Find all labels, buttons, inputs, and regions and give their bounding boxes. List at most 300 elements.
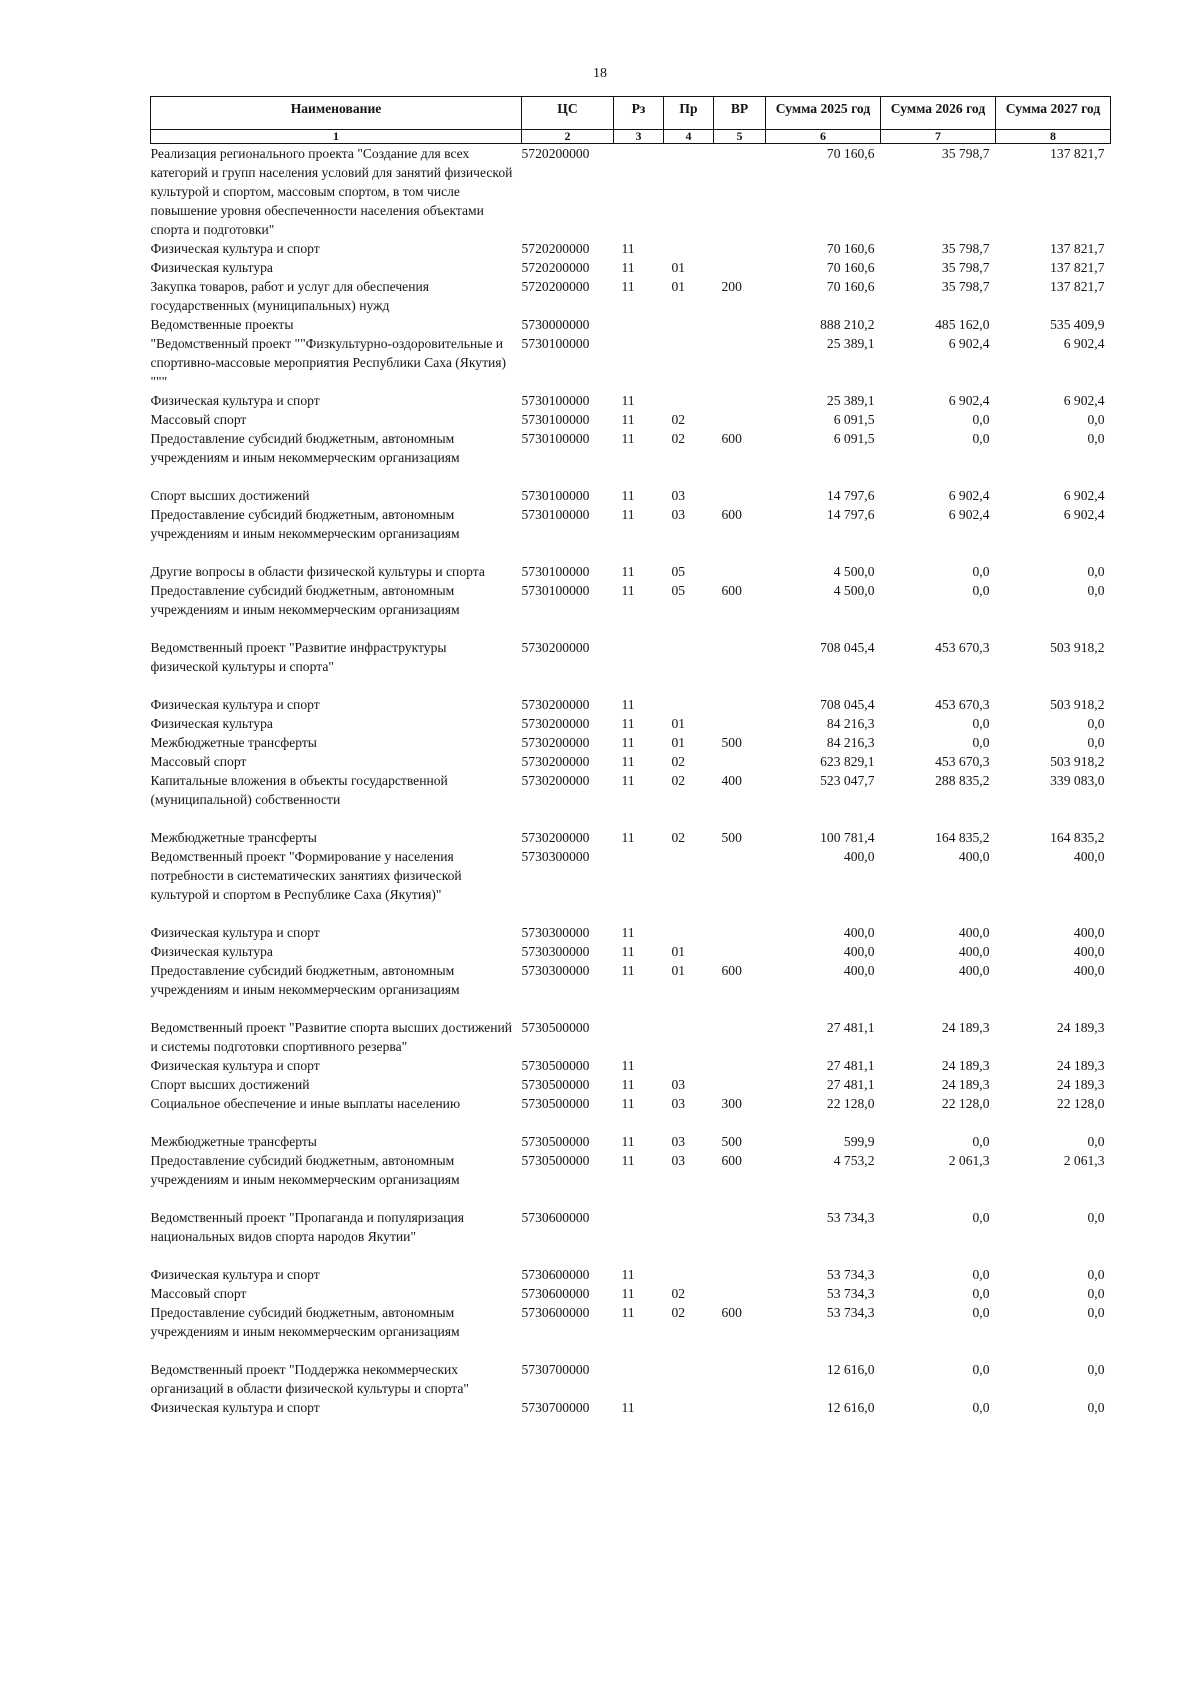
- table-row: [151, 961, 1111, 1018]
- cell-rz: 11: [621, 393, 635, 408]
- cell-sum-2025: 27 481,1: [826, 1077, 875, 1092]
- cell-sum-2026: 164 835,2: [935, 830, 990, 845]
- cell-cs: 5730100000: [521, 583, 590, 598]
- cell-pr: 02: [671, 830, 686, 845]
- table-row: [151, 429, 1111, 486]
- cell-cs: 5730300000: [521, 944, 590, 959]
- cell-pr: 03: [671, 1134, 686, 1149]
- cell-sum-2026: 453 670,3: [935, 697, 990, 712]
- cell-name: Ведомственный проект "Развитие инфраструктуры физической культуры и спорта": [150, 640, 447, 674]
- cell-sum-2027: 503 918,2: [1050, 697, 1105, 712]
- table-row: [151, 391, 1111, 410]
- cell-sum-2026: 0,0: [972, 412, 990, 427]
- cell-sum-2026: 0,0: [972, 1134, 990, 1149]
- cell-sum-2027: 0,0: [1087, 735, 1105, 750]
- cell-sum-2026: 400,0: [958, 944, 990, 959]
- cell-cs: 5730200000: [521, 735, 590, 750]
- cell-sum-2025: 53 734,3: [826, 1286, 875, 1301]
- cell-cs: 5730100000: [521, 336, 590, 351]
- cell-vr: [714, 258, 766, 277]
- table-row: [151, 410, 1111, 429]
- table-row: [151, 1018, 1111, 1056]
- cell-sum-2026: 0,0: [972, 716, 990, 731]
- cell-pr: 02: [671, 1286, 686, 1301]
- cell-vr: 600: [721, 963, 742, 978]
- table-row: [151, 923, 1111, 942]
- cell-rz: 11: [621, 412, 635, 427]
- table-row: [151, 752, 1111, 771]
- cell-sum-2026: 6 902,4: [948, 507, 990, 522]
- cell-sum-2027: 24 189,3: [1056, 1020, 1105, 1035]
- cell-name: Спорт высших достижений: [150, 488, 310, 503]
- cell-sum-2026: 0,0: [972, 583, 990, 598]
- cell-vr: [714, 315, 766, 334]
- cell-cs: 5730200000: [521, 830, 590, 845]
- cell-sum-2025: 25 389,1: [826, 393, 875, 408]
- cell-cs: 5730500000: [521, 1096, 590, 1111]
- cell-sum-2027: 6 902,4: [1063, 507, 1105, 522]
- table-row: [151, 714, 1111, 733]
- cell-name: Массовый спорт: [150, 754, 247, 769]
- cell-name: Физическая культура и спорт: [150, 697, 320, 712]
- cell-sum-2025: 623 829,1: [820, 754, 875, 769]
- cell-name: Предоставление субсидий бюджетным, автономным учреждениям и иным некоммерческим организациям: [150, 583, 460, 617]
- cell-pr: [664, 638, 714, 695]
- cell-vr: [714, 239, 766, 258]
- cell-sum-2027: 6 902,4: [1063, 336, 1105, 351]
- cell-sum-2025: 888 210,2: [820, 317, 875, 332]
- cell-cs: 5730100000: [521, 564, 590, 579]
- cell-vr: 600: [721, 507, 742, 522]
- cell-sum-2025: 400,0: [843, 963, 875, 978]
- cell-pr: [664, 1056, 714, 1075]
- cell-rz: 11: [621, 1096, 635, 1111]
- cell-sum-2025: 25 389,1: [826, 336, 875, 351]
- cell-cs: 5730500000: [521, 1020, 590, 1035]
- cell-pr: 01: [671, 735, 686, 750]
- header-sum-2026: Сумма 2026 год: [881, 97, 996, 130]
- cell-rz: 11: [621, 963, 635, 978]
- table-row: [151, 771, 1111, 828]
- cell-sum-2025: 599,9: [843, 1134, 875, 1149]
- cell-vr: [714, 1208, 766, 1265]
- cell-name: Закупка товаров, работ и услуг для обеспечения государственных (муниципальных) нужд: [150, 279, 429, 313]
- cell-sum-2026: 0,0: [972, 1362, 990, 1377]
- cell-name: Другие вопросы в области физической культуры и спорта: [150, 564, 485, 579]
- cell-rz: [614, 1018, 664, 1056]
- cell-cs: 5730100000: [521, 507, 590, 522]
- cell-cs: 5730200000: [521, 773, 590, 788]
- cell-vr: 200: [721, 279, 742, 294]
- cell-sum-2027: 339 083,0: [1050, 773, 1105, 788]
- cell-cs: 5730600000: [521, 1286, 590, 1301]
- cell-vr: [714, 334, 766, 391]
- cell-name: Физическая культура: [150, 260, 273, 275]
- cell-name: "Ведомственный проект ""Физкультурно-оздоровительные и спортивно-массовые мероприятия Республики Саха (Якутия) """: [150, 336, 507, 389]
- cell-pr: [664, 847, 714, 923]
- cell-sum-2026: 453 670,3: [935, 754, 990, 769]
- cell-rz: 11: [621, 1286, 635, 1301]
- cell-name: Предоставление субсидий бюджетным, автономным учреждениям и иным некоммерческим организациям: [150, 1305, 460, 1339]
- cell-sum-2026: 35 798,7: [941, 146, 990, 161]
- cell-sum-2026: 35 798,7: [941, 260, 990, 275]
- cell-sum-2026: 0,0: [972, 1210, 990, 1225]
- column-number: 2: [522, 130, 614, 144]
- cell-sum-2025: 6 091,5: [833, 412, 875, 427]
- header-rz: Рз: [614, 97, 664, 130]
- cell-sum-2027: 0,0: [1087, 583, 1105, 598]
- cell-sum-2027: 0,0: [1087, 1305, 1105, 1320]
- cell-pr: [664, 334, 714, 391]
- header-pr: Пр: [664, 97, 714, 130]
- cell-sum-2025: 4 500,0: [833, 564, 875, 579]
- cell-cs: 5730100000: [521, 431, 590, 446]
- cell-sum-2025: 708 045,4: [820, 697, 875, 712]
- cell-pr: 03: [671, 1096, 686, 1111]
- cell-sum-2025: 84 216,3: [826, 735, 875, 750]
- cell-cs: 5720200000: [521, 260, 590, 275]
- table-row: [151, 239, 1111, 258]
- cell-sum-2025: 14 797,6: [826, 507, 875, 522]
- cell-sum-2027: 0,0: [1087, 412, 1105, 427]
- cell-name: Ведомственный проект "Пропаганда и популяризация национальных видов спорта народов Якутии": [150, 1210, 465, 1244]
- header-sum-2027: Сумма 2027 год: [996, 97, 1111, 130]
- cell-pr: 03: [671, 1077, 686, 1092]
- cell-vr: [714, 562, 766, 581]
- table-row: [151, 847, 1111, 923]
- table-row: [151, 828, 1111, 847]
- cell-pr: 03: [671, 1153, 686, 1168]
- cell-sum-2026: 0,0: [972, 1305, 990, 1320]
- cell-cs: 5730500000: [521, 1134, 590, 1149]
- cell-name: Предоставление субсидий бюджетным, автономным учреждениям и иным некоммерческим организациям: [150, 431, 460, 465]
- cell-sum-2026: 0,0: [972, 1400, 990, 1415]
- cell-sum-2027: 400,0: [1073, 944, 1105, 959]
- cell-rz: [614, 1208, 664, 1265]
- cell-sum-2025: 6 091,5: [833, 431, 875, 446]
- cell-rz: 11: [621, 773, 635, 788]
- cell-sum-2026: 6 902,4: [948, 488, 990, 503]
- cell-rz: 11: [621, 944, 635, 959]
- cell-pr: [664, 1208, 714, 1265]
- table-row: [151, 1151, 1111, 1208]
- cell-name: Физическая культура: [150, 944, 273, 959]
- cell-cs: 5730000000: [521, 317, 590, 332]
- table-row: [151, 562, 1111, 581]
- cell-vr: [714, 144, 766, 240]
- cell-vr: [714, 1284, 766, 1303]
- cell-sum-2027: 400,0: [1073, 849, 1105, 864]
- table-header: [151, 97, 1111, 144]
- cell-pr: [664, 1018, 714, 1056]
- cell-vr: 600: [721, 431, 742, 446]
- cell-cs: 5730600000: [521, 1267, 590, 1282]
- cell-sum-2025: 4 753,2: [833, 1153, 875, 1168]
- cell-sum-2025: 400,0: [843, 944, 875, 959]
- cell-sum-2025: 22 128,0: [826, 1096, 875, 1111]
- cell-sum-2026: 24 189,3: [941, 1077, 990, 1092]
- table-row: [151, 638, 1111, 695]
- cell-sum-2026: 288 835,2: [935, 773, 990, 788]
- cell-name: Массовый спорт: [150, 1286, 247, 1301]
- cell-cs: 5730200000: [521, 716, 590, 731]
- cell-sum-2027: 2 061,3: [1063, 1153, 1105, 1168]
- cell-sum-2025: 70 160,6: [826, 146, 875, 161]
- cell-sum-2027: 0,0: [1087, 1134, 1105, 1149]
- cell-sum-2025: 4 500,0: [833, 583, 875, 598]
- table-row: [151, 486, 1111, 505]
- cell-rz: 11: [621, 735, 635, 750]
- cell-vr: [714, 1075, 766, 1094]
- cell-sum-2025: 53 734,3: [826, 1210, 875, 1225]
- column-number: 4: [664, 130, 714, 144]
- cell-sum-2027: 24 189,3: [1056, 1058, 1105, 1073]
- cell-rz: 11: [621, 925, 635, 940]
- cell-sum-2026: 6 902,4: [948, 393, 990, 408]
- cell-rz: 11: [621, 754, 635, 769]
- cell-name: Физическая культура и спорт: [150, 1400, 320, 1415]
- cell-vr: 600: [721, 1153, 742, 1168]
- cell-vr: [714, 847, 766, 923]
- table-row: [151, 315, 1111, 334]
- cell-vr: [714, 752, 766, 771]
- cell-rz: 11: [621, 1153, 635, 1168]
- cell-name: Ведомственный проект "Развитие спорта высших достижений и системы подготовки спортивного резерва": [150, 1020, 513, 1054]
- cell-sum-2025: 27 481,1: [826, 1020, 875, 1035]
- cell-name: Физическая культура и спорт: [150, 241, 320, 256]
- cell-sum-2027: 535 409,9: [1050, 317, 1105, 332]
- cell-sum-2026: 400,0: [958, 925, 990, 940]
- cell-sum-2025: 12 616,0: [826, 1400, 875, 1415]
- cell-sum-2027: 0,0: [1087, 716, 1105, 731]
- table-row: [151, 1132, 1111, 1151]
- cell-rz: 11: [621, 583, 635, 598]
- cell-rz: 11: [621, 1058, 635, 1073]
- page-number: 18: [593, 66, 607, 81]
- cell-vr: [714, 410, 766, 429]
- cell-rz: [614, 334, 664, 391]
- cell-rz: [614, 144, 664, 240]
- cell-sum-2025: 708 045,4: [820, 640, 875, 655]
- cell-sum-2025: 53 734,3: [826, 1305, 875, 1320]
- table-row: [151, 1208, 1111, 1265]
- cell-rz: 11: [621, 241, 635, 256]
- cell-sum-2025: 70 160,6: [826, 241, 875, 256]
- cell-rz: 11: [621, 716, 635, 731]
- cell-sum-2025: 12 616,0: [826, 1362, 875, 1377]
- cell-vr: 400: [721, 773, 742, 788]
- cell-vr: [714, 1056, 766, 1075]
- cell-sum-2027: 0,0: [1087, 1267, 1105, 1282]
- table-row: [151, 1398, 1111, 1417]
- cell-name: Социальное обеспечение и иные выплаты населению: [150, 1096, 461, 1111]
- cell-name: Физическая культура и спорт: [150, 393, 320, 408]
- cell-cs: 5730300000: [521, 925, 590, 940]
- cell-rz: [614, 847, 664, 923]
- cell-rz: 11: [621, 507, 635, 522]
- column-number: 5: [714, 130, 766, 144]
- table-row: [151, 334, 1111, 391]
- cell-sum-2027: 6 902,4: [1063, 393, 1105, 408]
- cell-sum-2025: 400,0: [843, 849, 875, 864]
- table-row: [151, 733, 1111, 752]
- cell-sum-2027: 0,0: [1087, 564, 1105, 579]
- cell-sum-2027: 137 821,7: [1050, 241, 1105, 256]
- cell-sum-2026: 400,0: [958, 963, 990, 978]
- cell-pr: [664, 144, 714, 240]
- cell-sum-2025: 84 216,3: [826, 716, 875, 731]
- table-row: [151, 277, 1111, 315]
- cell-sum-2025: 53 734,3: [826, 1267, 875, 1282]
- cell-sum-2027: 0,0: [1087, 1210, 1105, 1225]
- cell-sum-2025: 70 160,6: [826, 260, 875, 275]
- table-row: [151, 1360, 1111, 1398]
- cell-pr: 05: [671, 564, 686, 579]
- table-row: [151, 1075, 1111, 1094]
- cell-rz: 11: [621, 279, 635, 294]
- cell-cs: 5730600000: [521, 1305, 590, 1320]
- cell-vr: 600: [721, 1305, 742, 1320]
- cell-pr: 01: [671, 963, 686, 978]
- cell-rz: 11: [621, 1400, 635, 1415]
- cell-pr: 02: [671, 773, 686, 788]
- cell-cs: 5730500000: [521, 1058, 590, 1073]
- table-row: [151, 505, 1111, 562]
- cell-vr: 500: [721, 735, 742, 750]
- cell-name: Спорт высших достижений: [150, 1077, 310, 1092]
- cell-vr: 500: [721, 1134, 742, 1149]
- cell-vr: 300: [721, 1096, 742, 1111]
- cell-cs: 5730300000: [521, 849, 590, 864]
- cell-sum-2026: 0,0: [972, 735, 990, 750]
- cell-cs: 5730700000: [521, 1400, 590, 1415]
- header-name: Наименование: [151, 97, 522, 130]
- cell-sum-2026: 35 798,7: [941, 279, 990, 294]
- cell-pr: [664, 391, 714, 410]
- cell-pr: [664, 315, 714, 334]
- cell-rz: [614, 638, 664, 695]
- cell-pr: 03: [671, 488, 686, 503]
- cell-cs: 5730600000: [521, 1210, 590, 1225]
- cell-sum-2025: 523 047,7: [820, 773, 875, 788]
- cell-pr: 01: [671, 944, 686, 959]
- cell-name: Предоставление субсидий бюджетным, автономным учреждениям и иным некоммерческим организациям: [150, 963, 460, 997]
- header-vr: ВР: [714, 97, 766, 130]
- cell-name: Реализация регионального проекта "Создание для всех категорий и групп населения условий для занятий физической культурой и спортом, массовым спортом, в том числе повышение уровня обеспеченности населения объектами спорта и подготовки": [150, 146, 513, 237]
- cell-sum-2027: 137 821,7: [1050, 146, 1105, 161]
- column-number: 7: [881, 130, 996, 144]
- table-row: [151, 144, 1111, 240]
- cell-sum-2025: 70 160,6: [826, 279, 875, 294]
- cell-cs: 5730500000: [521, 1153, 590, 1168]
- cell-vr: [714, 695, 766, 714]
- cell-cs: 5730200000: [521, 640, 590, 655]
- table-row: [151, 942, 1111, 961]
- cell-sum-2025: 100 781,4: [820, 830, 875, 845]
- cell-sum-2026: 485 162,0: [935, 317, 990, 332]
- cell-name: Физическая культура и спорт: [150, 1058, 320, 1073]
- cell-rz: 11: [621, 830, 635, 845]
- table-body: [151, 144, 1111, 1418]
- cell-pr: [664, 923, 714, 942]
- cell-vr: [714, 1018, 766, 1056]
- cell-sum-2026: 400,0: [958, 849, 990, 864]
- cell-name: Физическая культура и спорт: [150, 1267, 320, 1282]
- cell-sum-2025: 27 481,1: [826, 1058, 875, 1073]
- cell-cs: 5730100000: [521, 393, 590, 408]
- cell-sum-2027: 24 189,3: [1056, 1077, 1105, 1092]
- cell-pr: 01: [671, 260, 686, 275]
- cell-sum-2026: 24 189,3: [941, 1058, 990, 1073]
- cell-rz: 11: [621, 1077, 635, 1092]
- cell-cs: 5730200000: [521, 697, 590, 712]
- cell-sum-2027: 137 821,7: [1050, 279, 1105, 294]
- cell-rz: 11: [621, 488, 635, 503]
- cell-vr: 600: [721, 583, 742, 598]
- cell-rz: [614, 1360, 664, 1398]
- cell-pr: 02: [671, 431, 686, 446]
- cell-name: Межбюджетные трансферты: [150, 1134, 317, 1149]
- cell-vr: 500: [721, 830, 742, 845]
- cell-sum-2025: 14 797,6: [826, 488, 875, 503]
- cell-pr: [664, 239, 714, 258]
- cell-cs: 5720200000: [521, 146, 590, 161]
- cell-pr: [664, 695, 714, 714]
- cell-name: Физическая культура: [150, 716, 273, 731]
- cell-rz: [614, 315, 664, 334]
- table-row: [151, 1056, 1111, 1075]
- column-number: 6: [766, 130, 881, 144]
- cell-sum-2025: 400,0: [843, 925, 875, 940]
- cell-name: Межбюджетные трансферты: [150, 735, 317, 750]
- cell-sum-2027: 137 821,7: [1050, 260, 1105, 275]
- cell-sum-2027: 164 835,2: [1050, 830, 1105, 845]
- column-number: 8: [996, 130, 1111, 144]
- cell-vr: [714, 486, 766, 505]
- cell-pr: [664, 1265, 714, 1284]
- cell-rz: 11: [621, 564, 635, 579]
- cell-sum-2027: 400,0: [1073, 925, 1105, 940]
- cell-cs: 5730300000: [521, 963, 590, 978]
- cell-sum-2026: 453 670,3: [935, 640, 990, 655]
- cell-pr: 05: [671, 583, 686, 598]
- cell-pr: 02: [671, 754, 686, 769]
- cell-name: Ведомственные проекты: [150, 317, 294, 332]
- column-number: 1: [151, 130, 522, 144]
- cell-sum-2026: 22 128,0: [941, 1096, 990, 1111]
- header-sum-2025: Сумма 2025 год: [766, 97, 881, 130]
- cell-name: Физическая культура и спорт: [150, 925, 320, 940]
- cell-cs: 5730700000: [521, 1362, 590, 1377]
- cell-pr: 02: [671, 412, 686, 427]
- cell-name: Массовый спорт: [150, 412, 247, 427]
- table-row: [151, 1303, 1111, 1360]
- cell-name: Ведомственный проект "Поддержка некоммерческих организаций в области физической культуры и спорта": [150, 1362, 469, 1396]
- cell-sum-2026: 6 902,4: [948, 336, 990, 351]
- column-number: 3: [614, 130, 664, 144]
- table-row: [151, 695, 1111, 714]
- cell-sum-2027: 6 902,4: [1063, 488, 1105, 503]
- cell-name: Капитальные вложения в объекты государственной (муниципальной) собственности: [150, 773, 448, 807]
- table-row: [151, 581, 1111, 638]
- cell-name: Предоставление субсидий бюджетным, автономным учреждениям и иным некоммерческим организациям: [150, 1153, 460, 1187]
- cell-vr: [714, 1265, 766, 1284]
- cell-rz: 11: [621, 260, 635, 275]
- cell-sum-2027: 400,0: [1073, 963, 1105, 978]
- cell-rz: 11: [621, 697, 635, 712]
- header-row: [151, 97, 1111, 130]
- cell-pr: 02: [671, 1305, 686, 1320]
